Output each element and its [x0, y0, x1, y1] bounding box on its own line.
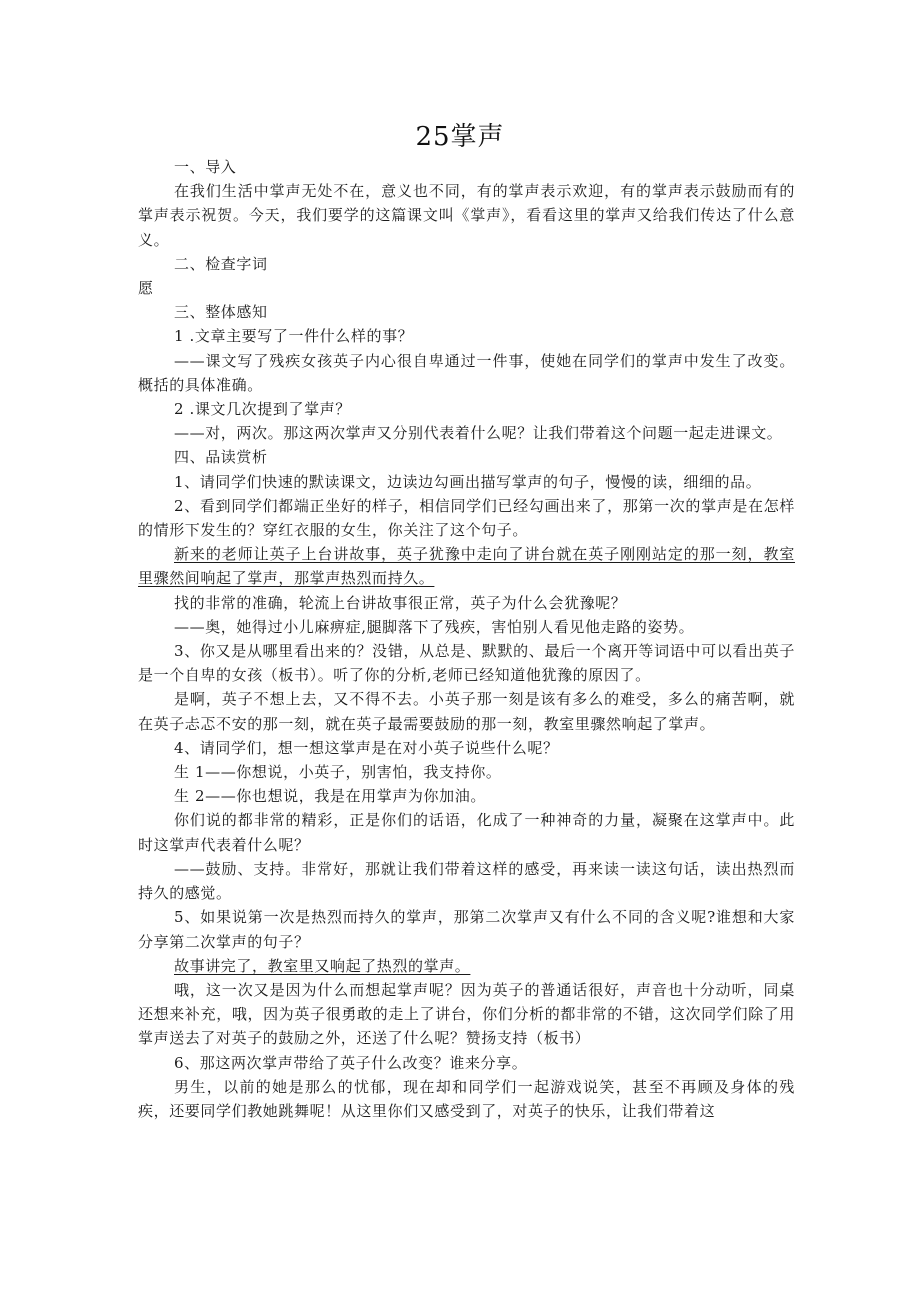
paragraph: 你们说的都非常的精彩，正是你们的话语，化成了一种神奇的力量，凝聚在这掌声中。此时这掌声代表着什么呢？ — [138, 811, 795, 854]
paragraph: 男生，以前的她是那么的忧郁，现在却和同学们一起游戏说笑，甚至不再顾及身体的残疾，还要同学们教她跳舞呢！从这里你们又感受到了，对英子的快乐，让我们带着这 — [138, 1077, 795, 1120]
paragraph: 1、请同学们快速的默读课文，边读边勾画出描写掌声的句子，慢慢的读，细细的品。 — [174, 472, 762, 491]
section-heading-reading: 四、品读赏析 — [174, 448, 268, 467]
answer: ——鼓励、支持。非常好，那就让我们带着这样的感受，再来读一读这句话，读出热烈而持久的感觉。 — [138, 859, 795, 903]
paragraph: 4、请同学们，想一想这掌声是在对小英子说些什么呢？ — [174, 738, 559, 757]
paragraph: 3、你又是从哪里看出来的？没错，从总是、默默的、最后一个离开等词语中可以看出英子是一个自卑的女孩（板书）。听了你的分析,老师已经知道他犹豫的原因了。 — [138, 642, 795, 685]
question: 1 .文章主要写了一件什么样的事？ — [174, 327, 414, 346]
paragraph: 是啊，英子不想上去，又不得不去。小英子那一刻是该有多么的难受，多么的痛苦啊，就在英子忐忑不安的那一刻，就在英子最需要鼓励的那一刻，教室里骤然响起了掌声。 — [138, 690, 795, 733]
paragraph: 2、看到同学们都端正坐好的样子，相信同学们已经勾画出来了，那第一次的掌声是在怎样的情形下发生的？穿红衣服的女生，你关注了这个句子。 — [138, 496, 795, 540]
question: 2 .课文几次提到了掌声？ — [174, 400, 351, 419]
document-title: 25掌声 — [415, 122, 505, 152]
section-heading-intro: 一、导入 — [174, 158, 237, 176]
answer: ——课文写了残疾女孩英子内心很自卑通过一件事，使她在同学们的掌声中发生了改变。概括的具体准确。 — [138, 351, 795, 394]
paragraph: 在我们生活中掌声无处不在，意义也不同，有的掌声表示欢迎，有的掌声表示鼓励而有的掌声表示祝贺。今天，我们要学的这篇课文叫《掌声》，看看这里的掌声又给我们传达了什么意义。 — [138, 182, 795, 249]
paragraph: 5、如果说第一次是热烈而持久的掌声，那第二次掌声又有什么不同的含义呢?谁想和大家分享第二次掌声的句子？ — [138, 908, 795, 951]
section-heading-overall: 三、整体感知 — [174, 303, 268, 322]
answer: ——对，两次。那这两次掌声又分别代表着什么呢？让我们带着这个问题一起走进课文。 — [174, 424, 783, 443]
paragraph: 哦，这一次又是因为什么而想起掌声呢？因为英子的普通话很好，声音也十分动听，同桌还想来补充，哦，因为英子很勇敢的走上了讲台，你们分析的都非常的不错，这次同学们除了用掌声送去了对英子的鼓励之外，还送了什么呢？赞扬支持（板书） — [138, 980, 795, 1048]
paragraph: 找的非常的准确，轮流上台讲故事很正常，英子为什么会犹豫呢？ — [174, 593, 627, 612]
section-heading-vocab: 二、检查字词 — [174, 254, 268, 273]
student-reply: 生 2——你也想说，我是在用掌声为你加油。 — [174, 787, 486, 806]
vocab-word: 愿 — [138, 279, 154, 298]
answer: ——奥，她得过小儿麻痹症,腿脚落下了残疾，害怕别人看见他走路的姿势。 — [174, 617, 695, 636]
document-body — [138, 155, 795, 1123]
underlined-quote: 新来的老师让英子上台讲故事，英子犹豫中走向了讲台就在英子刚刚站定的那一刻，教室里骤然间响起了掌声，那掌声热烈而持久。 — [138, 545, 795, 588]
student-reply: 生 1——你想说，小英子，别害怕，我支持你。 — [174, 763, 502, 782]
paragraph: 6、那这两次掌声带给了英子什么改变？谁来分享。 — [174, 1053, 528, 1072]
underlined-quote: 故事讲完了，教室里又响起了热烈的掌声。 — [174, 956, 471, 975]
